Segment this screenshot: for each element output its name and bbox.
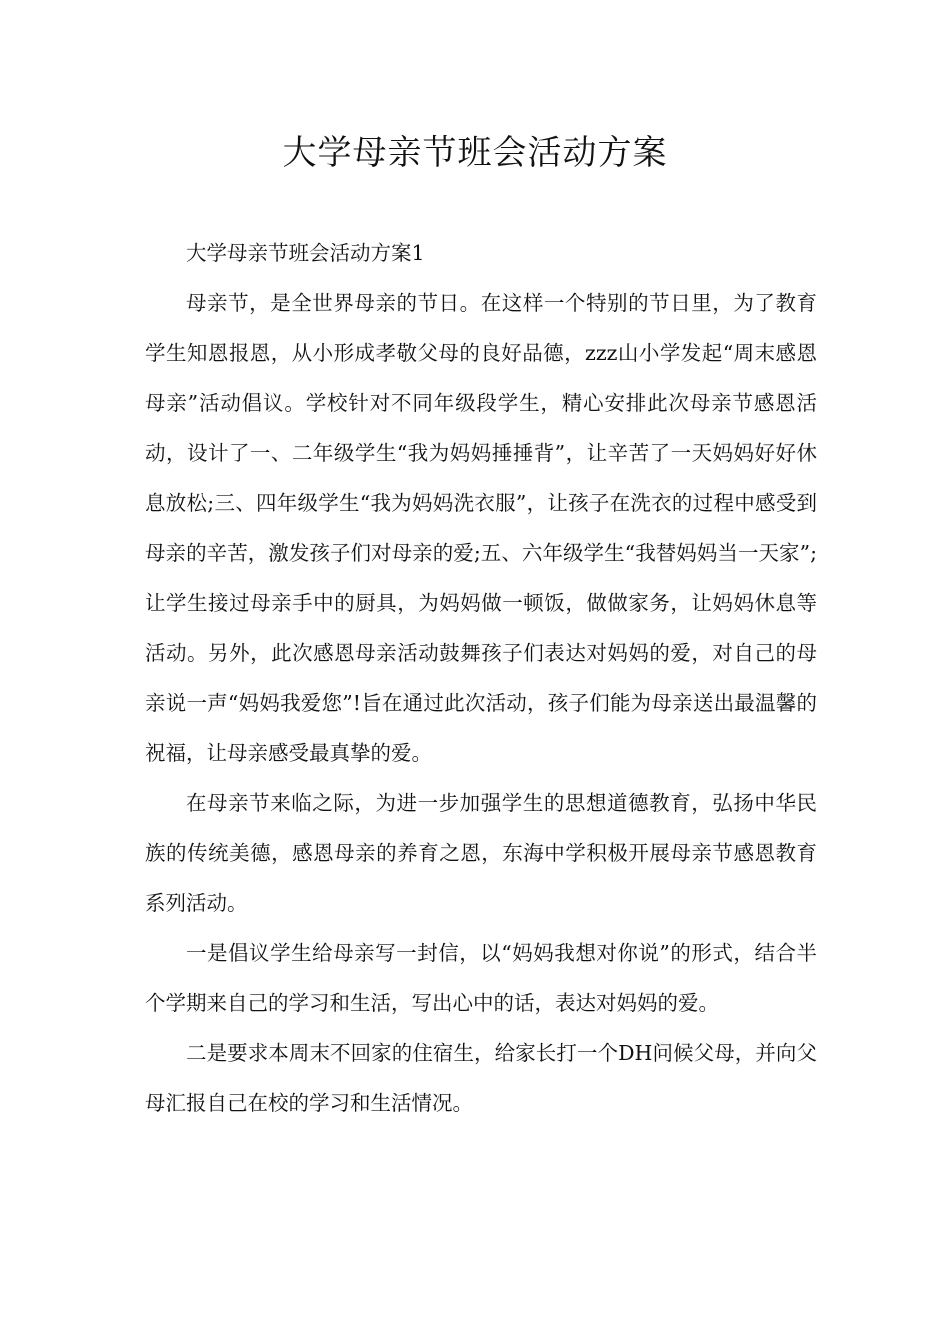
paragraph-1: 母亲节，是全世界母亲的节日。在这样一个特别的节日里，为了教育学生知恩报恩，从小形成孝敬父母的良好品德，zzz山小学发起“周末感恩母亲”活动倡议。学校针对不同年级段学生，精心安排此次母亲节感恩活动，设计了一、二年级学生“我为妈妈捶捶背”，让辛苦了一天妈妈好好休息放松;三、四年级学生“我为妈妈洗衣服”，让孩子在洗衣的过程中感受到母亲的辛苦，激发孩子们对母亲的爱;五、六年级学生“我替妈妈当一天家”;让学生接过母亲手中的厨具，为妈妈做一顿饭，做做家务，让妈妈休息等活动。另外，此次感恩母亲活动鼓舞孩子们表达对妈妈的爱，对自己的母亲说一声“妈妈我爱您”!旨在通过此次活动，孩子们能为母亲送出最温馨的祝福，让母亲感受最真挚的爱。 xyxy=(145,291,817,765)
paragraph-4: 二是要求本周末不回家的住宿生，给家长打一个DH问候父母，并向父母汇报自己在校的学习和生活情况。 xyxy=(145,1041,817,1115)
document-title: 大学母亲节班会活动方案 xyxy=(282,133,668,173)
paragraph-2: 在母亲节来临之际，为进一步加强学生的思想道德教育，弘扬中华民族的传统美德，感恩母亲的养育之恩，东海中学积极开展母亲节感恩教育系列活动。 xyxy=(145,791,817,915)
subtitle-paragraph: 大学母亲节班会活动方案1 xyxy=(186,241,425,265)
document-body xyxy=(145,228,817,1128)
paragraph-3: 一是倡议学生给母亲写一封信，以“妈妈我想对你说”的形式，结合半个学期来自己的学习和生活，写出心中的话，表达对妈妈的爱。 xyxy=(145,941,817,1015)
